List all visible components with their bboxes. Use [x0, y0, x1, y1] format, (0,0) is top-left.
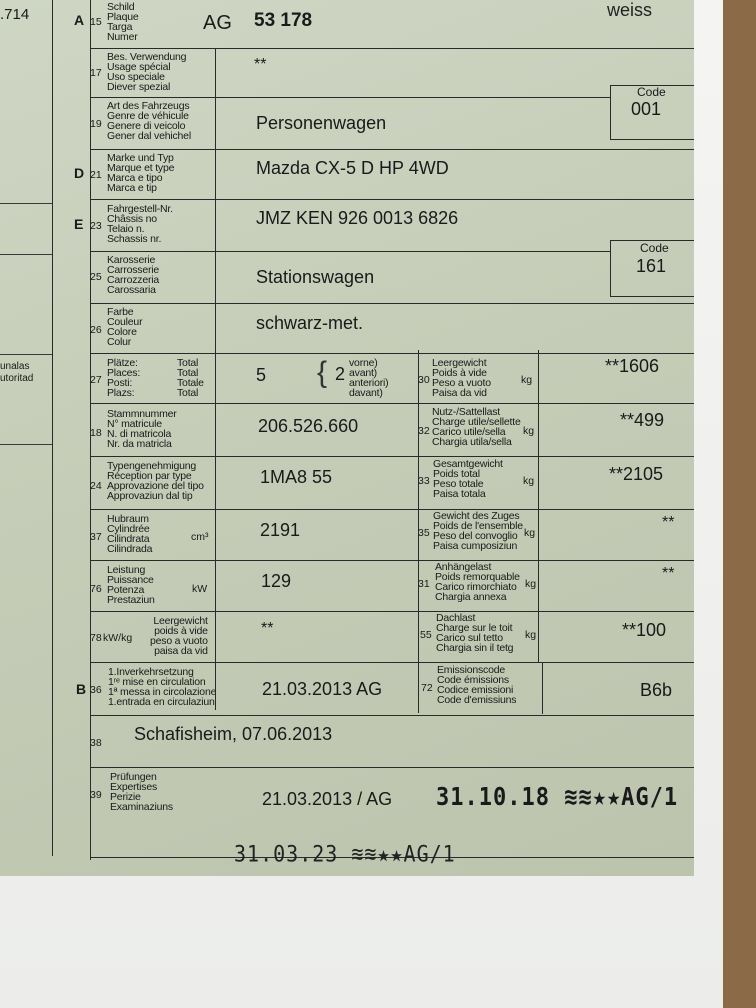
- field-label-21: Marke und Typ Marque et type Marca e tipo Marca e tip: [107, 152, 175, 194]
- unit-kw-kg: kW/kg: [103, 632, 133, 644]
- unit-kg: kg: [523, 475, 535, 487]
- field-label-24: Typengenehmigung Réception par type Approvazione del tipo Approvaziun dal tip: [107, 460, 204, 502]
- field-number: 25: [90, 271, 102, 283]
- field-number: 33: [418, 475, 430, 487]
- row-rule: [90, 456, 694, 457]
- right-value-divider: [538, 350, 539, 663]
- field-number: 76: [90, 583, 102, 595]
- row-rule: [90, 353, 694, 354]
- field-number: 31: [418, 578, 430, 590]
- unit-kg: kg: [524, 527, 536, 539]
- row-rule: [90, 662, 694, 663]
- seats-total-value: 5: [256, 365, 267, 385]
- field-label-32: Nutz-/Sattellast Charge utile/sellette Carico utile/sella Chargia utila/sella: [432, 406, 521, 448]
- field-number: 38: [90, 737, 102, 749]
- unit-kw: kW: [192, 583, 208, 595]
- row-rule: [90, 767, 694, 768]
- field-label-23: Fahrgestell-Nr. Châssis no Telaio n. Schassis nr.: [107, 203, 173, 245]
- field-letter-d: D: [74, 165, 85, 181]
- row-rule: [90, 199, 694, 200]
- row-rule: [90, 251, 610, 252]
- unit-cm3: cm³: [191, 531, 209, 543]
- bottom-inspection-stamp: 31.03.23 ≋≋★★AG/1: [234, 840, 456, 868]
- right-value-divider: [542, 662, 543, 714]
- field-letter-a: A: [74, 12, 85, 28]
- field-label-36: 1.Inverkehrsetzung 1ʳᵉ mise en circulation 1ª messa in circolazione 1.entrada en circulaziun: [108, 666, 217, 708]
- seats-front-value: 2: [335, 364, 346, 384]
- field-label-18: Stammnummer N° matricule N. di matricola Nr. da matricla: [107, 408, 177, 450]
- inspection-date-value: 21.03.2013 / AG: [262, 789, 393, 809]
- row-rule: [90, 560, 694, 561]
- field-label-27: Plätze: Places: Posti: Plazs:: [107, 357, 141, 399]
- field-number: 24: [90, 480, 102, 492]
- unit-kg: kg: [521, 374, 533, 386]
- body-type-code: 161: [636, 256, 667, 276]
- emission-code-value: B6b: [640, 680, 673, 700]
- field-number: 39: [90, 789, 102, 801]
- field-number: 72: [421, 682, 433, 694]
- field-number: 19: [90, 118, 102, 130]
- row-rule: [90, 149, 694, 150]
- total-weight-value: **2105: [609, 464, 664, 484]
- field-label-19: Art des Fahrzeugs Genre de véhicule Genere di veicolo Gener dal vehichel: [107, 100, 191, 142]
- unit-kg: kg: [525, 578, 537, 590]
- field-number: 30: [418, 374, 430, 386]
- adjacent-page-text: unalas: [0, 361, 30, 372]
- field-number: 55: [420, 629, 432, 641]
- place-date-value: Schafisheim, 07.06.2013: [134, 724, 333, 744]
- color-value: schwarz-met.: [256, 313, 364, 333]
- field-letter-b: B: [76, 681, 87, 697]
- field-number: 15: [90, 16, 102, 28]
- divider: [0, 444, 52, 445]
- train-weight-value: **: [662, 514, 675, 531]
- row-rule: [90, 97, 610, 98]
- row-rule: [90, 509, 694, 510]
- make-model-value: Mazda CX-5 D HP 4WD: [256, 158, 449, 178]
- code-box-bottom: [610, 296, 694, 297]
- divider: [0, 254, 52, 255]
- brace: {: [317, 356, 328, 389]
- row-rule: [90, 48, 694, 49]
- inspection-stamp: 31.10.18 ≋≋★★AG/1: [436, 783, 679, 812]
- field-label-25: Karosserie Carrosserie Carrozzeria Carossaria: [107, 254, 160, 296]
- adjacent-page-strip: [0, 0, 53, 856]
- field-label-15: Schild Plaque Targa Numer: [107, 1, 139, 43]
- field-label-35: Gewicht des Zuges Poids de l'ensemble Peso del convoglio Paisa cumposiziun: [433, 510, 523, 552]
- first-registration-value: 21.03.2013 AG: [262, 679, 383, 699]
- field-number: 18: [90, 427, 102, 439]
- displacement-value: 2191: [260, 520, 301, 540]
- field-label-76: Leistung Puissance Potenza Prestaziun: [107, 564, 155, 606]
- body-type-value: Stationswagen: [256, 267, 375, 287]
- field-letter-e: E: [74, 216, 84, 232]
- row-rule: [90, 303, 694, 304]
- field-number: 32: [418, 425, 430, 437]
- field-number: 35: [418, 527, 430, 539]
- base-number-value: 206.526.660: [258, 416, 359, 436]
- field-number: 78: [90, 632, 102, 644]
- code-box-border: [610, 85, 611, 139]
- unit-kg: kg: [523, 425, 535, 437]
- field-label-39: Prüfungen Expertises Perizie Examinaziuns: [110, 771, 173, 813]
- adjacent-page-number: .714: [0, 6, 30, 23]
- power-value: 129: [261, 571, 292, 591]
- adjacent-page-text: utoritad: [0, 373, 34, 384]
- field-label-72: Emissionscode Code émissions Codice emissioni Code d'emissiuns: [437, 664, 517, 706]
- plate-canton: AG: [203, 12, 232, 34]
- field-number: 36: [90, 684, 102, 696]
- chassis-number-value: JMZ KEN 926 0013 6826: [256, 208, 459, 228]
- vehicle-kind-code: 001: [631, 99, 662, 119]
- vehicle-kind-value: Personenwagen: [256, 113, 387, 133]
- power-to-weight-value: **: [261, 620, 274, 637]
- row-rule: [90, 715, 694, 716]
- field-number: 26: [90, 324, 102, 336]
- field-label-33: Gesamtgewicht Poids total Peso totale Paisa totala: [433, 458, 503, 500]
- unit-kg: kg: [525, 629, 537, 641]
- field-number: 17: [90, 67, 102, 79]
- row-rule: [90, 403, 694, 404]
- field-number: 23: [90, 220, 102, 232]
- special-use-value: **: [254, 56, 267, 73]
- code-box-border: [610, 240, 611, 296]
- plate-number: 53 178: [254, 10, 313, 31]
- payload-value: **499: [620, 410, 665, 430]
- type-approval-value: 1MA8 55: [260, 467, 333, 487]
- code-box-bottom: [610, 139, 694, 140]
- trailer-load-value: **: [662, 565, 675, 582]
- code-label: Code: [637, 85, 666, 99]
- roof-load-value: **100: [622, 620, 667, 640]
- row-rule: [90, 611, 694, 612]
- field-number: 37: [90, 531, 102, 543]
- field-label-17: Bes. Verwendung Usage spécial Uso speciale Diever spezial: [107, 51, 187, 93]
- field-label-55: Dachlast Charge sur le toit Carico sul tetto Chargia sin il tetg: [436, 612, 514, 654]
- seats-front-label: vorne) avant) anteriori) davant): [349, 357, 389, 399]
- divider: [0, 354, 52, 355]
- color-note: weiss: [607, 0, 653, 20]
- field-label-31: Anhängelast Poids remorquable Carico rimorchiato Chargia annexa: [435, 561, 520, 603]
- field-number: 27: [90, 374, 102, 386]
- field-label-30: Leergewicht Poids à vide Peso a vuoto Paisa da vid: [432, 357, 491, 399]
- vehicle-form: [90, 0, 694, 860]
- divider: [0, 203, 52, 204]
- field-label-27-total: Total Total Totale Total: [177, 357, 204, 399]
- field-label-26: Farbe Couleur Colore Colur: [107, 306, 143, 348]
- code-label: Code: [640, 241, 669, 255]
- empty-weight-value: **1606: [605, 356, 660, 376]
- field-label-78: Leergewicht poids à vide peso a vuoto paisa da vid: [150, 615, 208, 657]
- field-label-37: Hubraum Cylindrée Cilindrata Cilindrada: [107, 513, 153, 555]
- field-number: 21: [90, 169, 102, 181]
